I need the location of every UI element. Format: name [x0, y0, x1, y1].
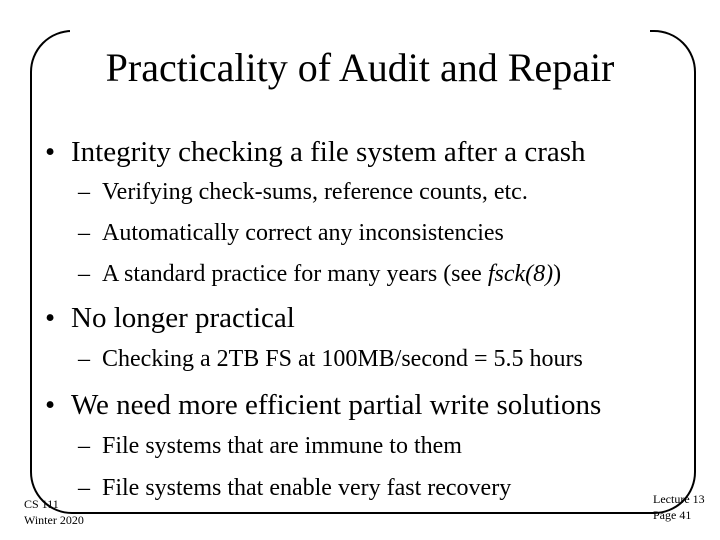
sub-bullet-1-2-text: Automatically correct any inconsistencies	[102, 220, 504, 246]
bullet-2-text: No longer practical	[71, 302, 295, 334]
footer-lecture-info	[653, 491, 705, 523]
footer-lecture: Lecture 13	[653, 492, 705, 506]
fsck-reference: fsck(8)	[487, 261, 554, 287]
bullet-glyph: •	[45, 136, 56, 168]
footer-term: Winter 2020	[24, 513, 84, 527]
sub-bullet-1-2	[78, 219, 504, 247]
sub-bullet-3-2-text: File systems that enable very fast recovery	[102, 475, 512, 501]
sub-bullet-2-1	[78, 345, 583, 373]
bullet-1	[45, 135, 586, 169]
sub-bullet-1-3	[78, 260, 561, 288]
sub-bullet-2-1-text: Checking a 2TB FS at 100MB/second = 5.5 hours	[102, 346, 583, 372]
bullet-glyph: •	[45, 389, 56, 421]
sub-bullet-3-2	[78, 474, 511, 502]
sub-glyph: –	[78, 220, 90, 246]
bullet-3	[45, 388, 601, 422]
sub-glyph: –	[78, 179, 90, 205]
footer-course-info	[24, 496, 84, 528]
bullet-3-text: We need more efficient partial write solutions	[71, 389, 602, 421]
bullet-glyph: •	[45, 302, 56, 334]
sub-glyph: –	[78, 346, 90, 372]
footer-course: CS 111	[24, 497, 59, 511]
sub-glyph: –	[78, 261, 90, 287]
footer-page: Page 41	[653, 508, 692, 522]
sub-bullet-3-1-text: File systems that are immune to them	[102, 433, 462, 459]
slide-title: Practicality of Audit and Repair	[105, 45, 615, 90]
sub-glyph: –	[78, 433, 90, 459]
bullet-1-text: Integrity checking a file system after a crash	[71, 136, 586, 168]
sub-glyph: –	[78, 475, 90, 501]
sub-bullet-3-1	[78, 432, 462, 460]
sub-bullet-1-3-text: A standard practice for many years (see	[102, 261, 488, 287]
frame-gap-title	[70, 26, 650, 36]
sub-bullet-1-1	[78, 178, 528, 206]
sub-bullet-1-1-text: Verifying check-sums, reference counts, etc.	[102, 179, 528, 205]
sub-bullet-1-3-close: )	[553, 261, 562, 287]
bullet-2	[45, 301, 295, 335]
